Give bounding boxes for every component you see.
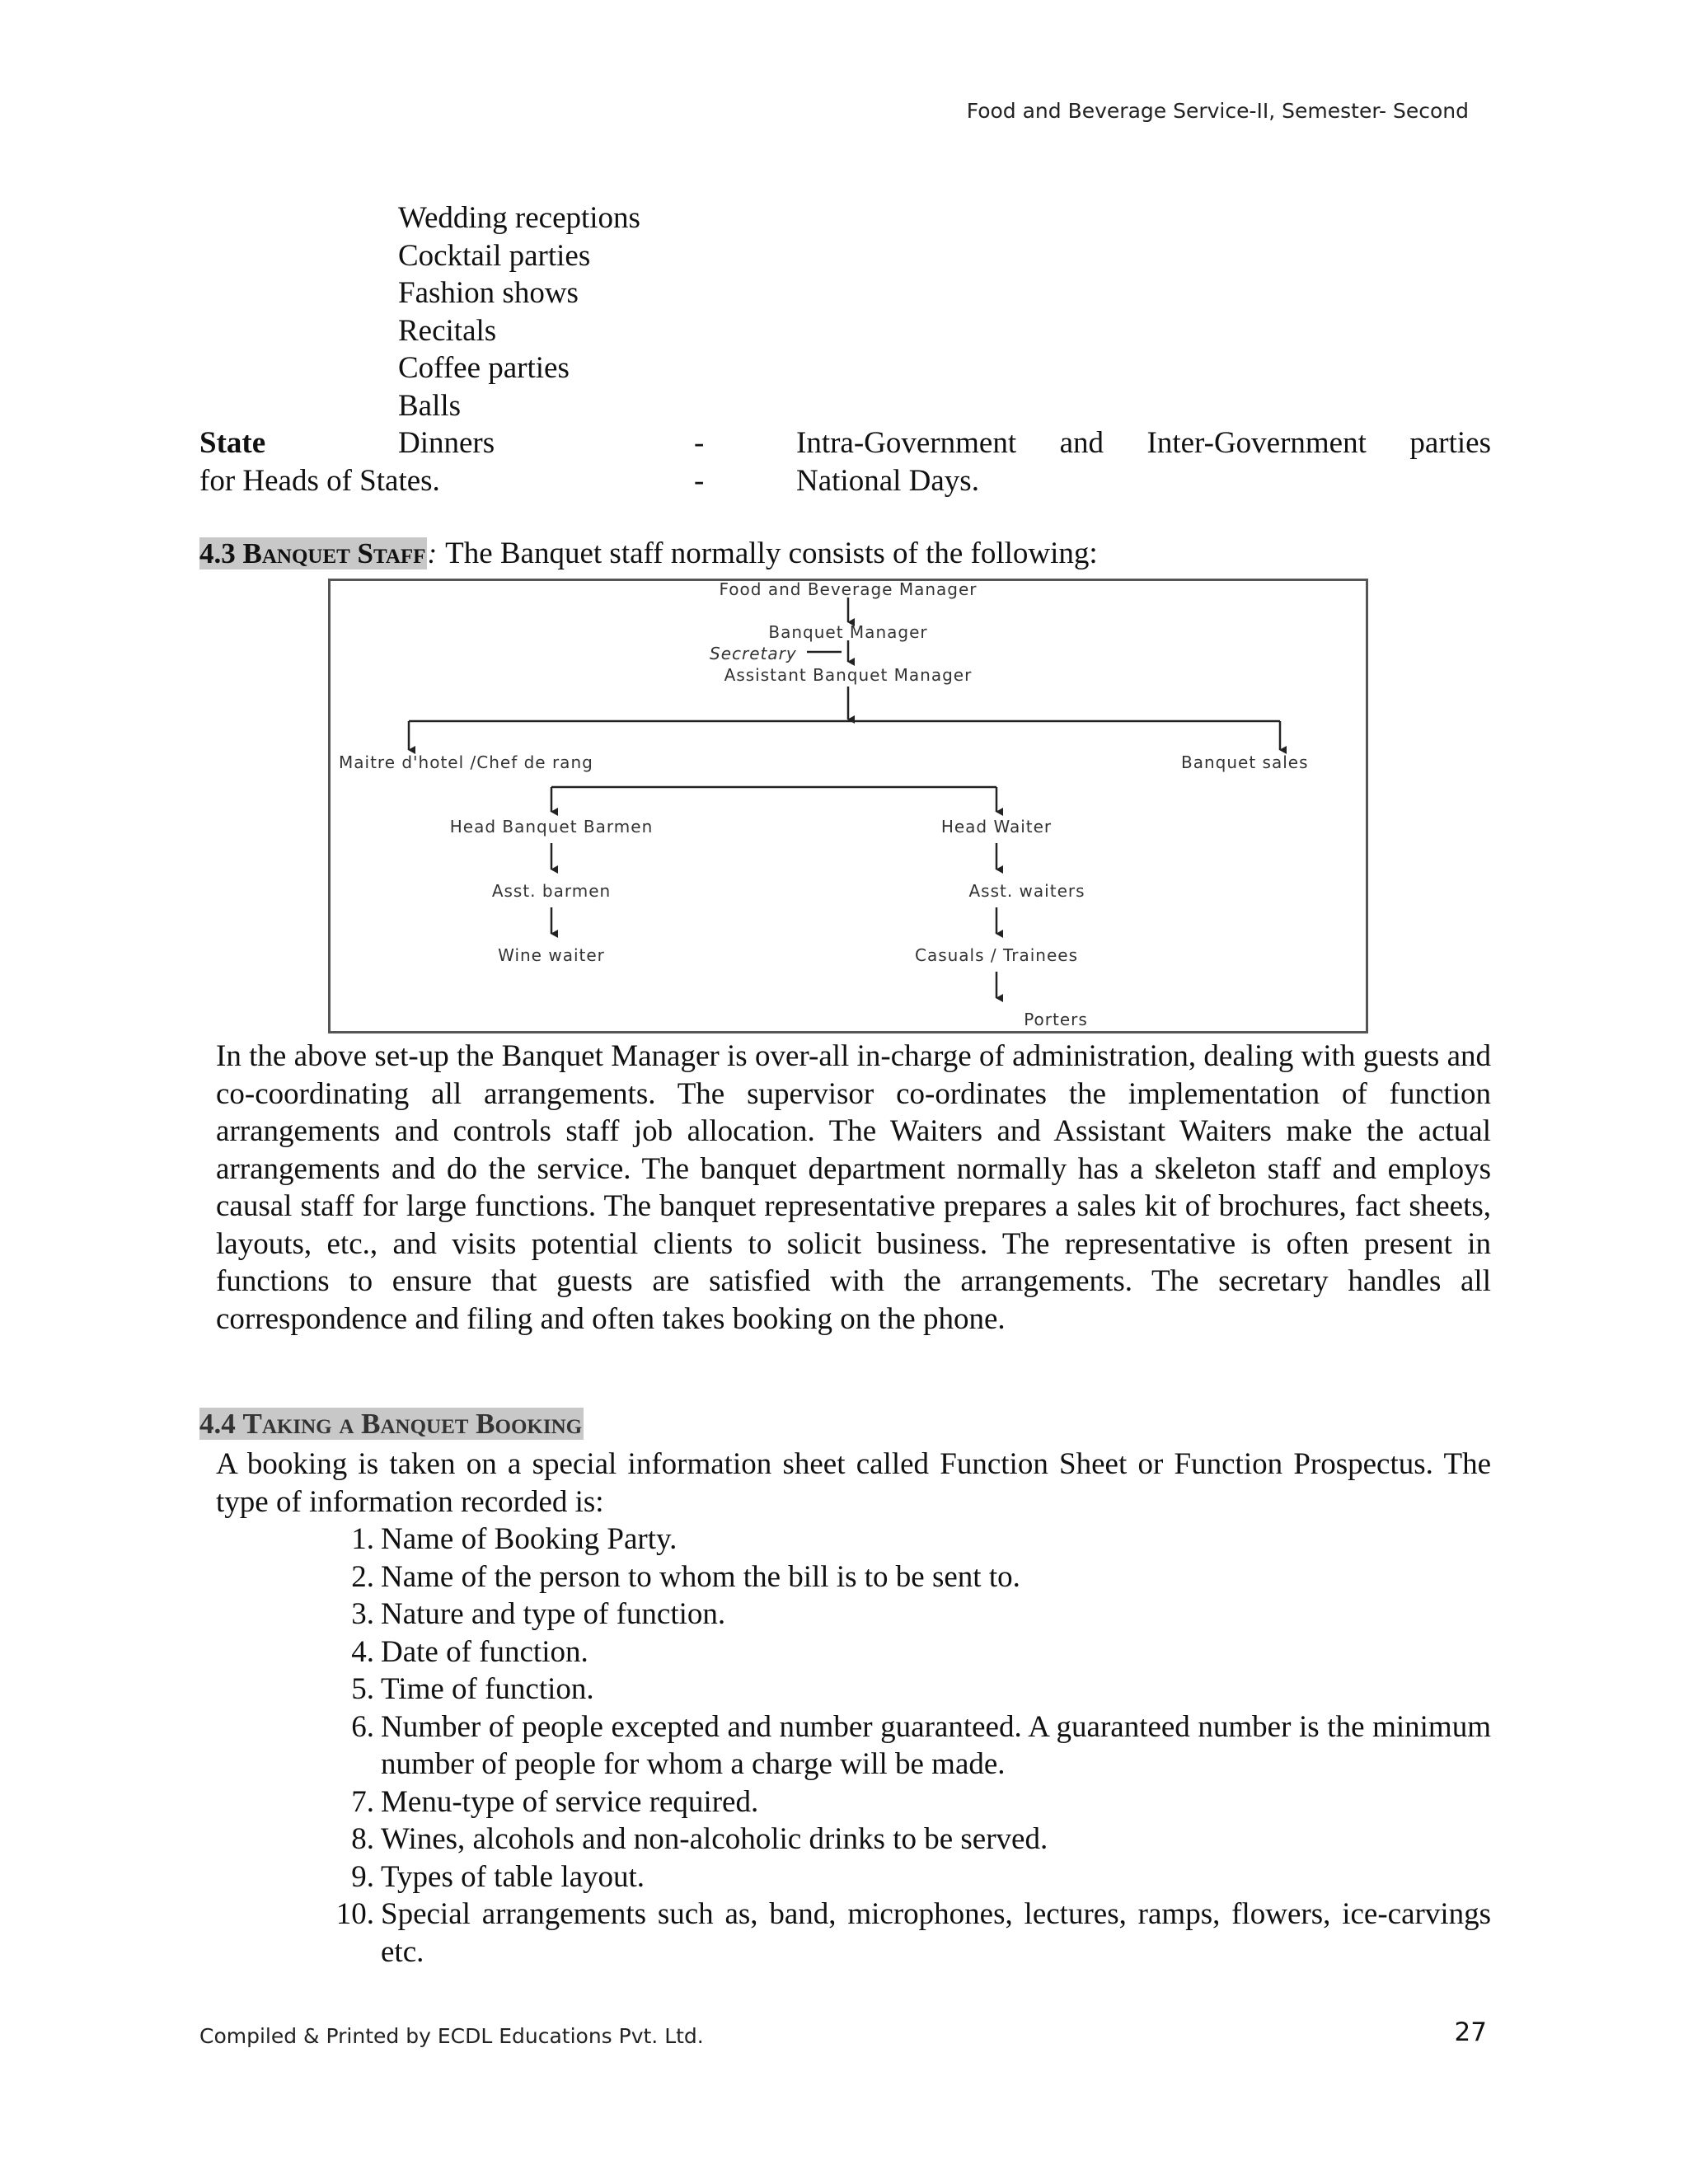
section-number: 4.3 [199,537,236,569]
list-text: Wines, alcohols and non-alcoholic drinks to be served. [381,1822,1048,1856]
list-item [325,1896,1491,1971]
section-title: Banquet Staff [242,537,426,569]
footer-credit: Compiled & Printed by ECDL Educations Pvt. Ltd. [199,2024,704,2048]
node-banquet-manager: Banquet Manager [768,622,928,642]
paragraph-banquet-staff-roles: In the above set-up the Banquet Manager is over-all in-charge of administration, dealing with guests and co-coordinating all arrangements. The supervisor co-ordinates the implementation of function arrangements and controls staff job allocation. The Waiters and Assistant Waiters make the actual arrangements and do the service. The banquet department normally has a skeleton staff and employs causal staff for large functions. The banquet representative prepares a sales kit of brochures, fact sheets, layouts, etc., and visits potential clients to solicit business. The representative is often present in functions to ensure that guests are satisfied with the arrangements. The secretary handles all correspondence and filing and often takes booking on the phone. [216,1039,1491,1336]
state-label-continued: for Heads of States. [199,464,440,498]
state-type: Dinners [398,426,495,460]
list-item [325,1821,1491,1858]
state-description: National Days. [796,464,979,498]
event-item: Wedding receptions [398,201,640,235]
event-list [398,199,640,424]
event-item: Cocktail parties [398,238,591,273]
event-item: Coffee parties [398,351,570,385]
state-description: Intra-Government and Inter-Government parties [796,426,1491,460]
event-item: Recitals [398,313,497,348]
list-item [325,1558,1491,1596]
node-maitre-dhotel: Maitre d'hotel /Chef de rang [339,752,593,772]
node-food-beverage-manager: Food and Beverage Manager [719,579,978,599]
node-head-waiter: Head Waiter [940,817,1053,837]
list-number: 10. [335,1897,374,1931]
list-number: 7. [351,1784,374,1819]
node-assistant-banquet-manager: Assistant Banquet Manager [724,665,973,685]
list-number: 3. [351,1597,374,1631]
list-number: 4. [351,1634,374,1669]
node-asst-barmen: Asst. barmen [491,881,612,901]
list-text: Types of table layout. [381,1859,645,1894]
dash: - [694,426,705,460]
section-colon: : [427,537,438,569]
list-number: 5. [351,1672,374,1706]
node-banquet-sales: Banquet sales [1181,752,1309,772]
banquet-staff-org-chart [328,579,1368,1033]
section-number: 4.4 [199,1408,236,1440]
list-number: 1. [351,1522,374,1556]
list-text: Name of the person to whom the bill is to be sent to. [381,1559,1020,1594]
list-item [325,1671,1491,1708]
list-number: 6. [351,1709,374,1744]
page-number: 27 [1454,2018,1487,2047]
list-text: Nature and type of function. [381,1597,726,1631]
section-title: Taking a Banquet Booking [242,1408,583,1440]
list-text: Special arrangements such as, band, microphones, lectures, ramps, flowers, ice-carvings etc. [381,1897,1491,1969]
node-head-banquet-barmen: Head Banquet Barmen [449,817,654,837]
node-secretary: Secretary [710,644,797,663]
list-item [325,1708,1491,1783]
node-porters: Porters [1024,1010,1088,1029]
section-intro: The Banquet staff normally consists of the following: [445,537,1098,570]
list-text: Number of people excepted and number guaranteed. A guaranteed number is the minimum number of people for whom a charge will be made. [381,1709,1491,1781]
state-row-1 [199,424,1491,462]
node-casuals-trainees: Casuals / Trainees [914,945,1079,965]
list-text: Name of Booking Party. [381,1522,678,1556]
list-text: Date of function. [381,1634,588,1669]
section-heading-4-3 [199,536,1098,572]
org-chart-connectors [331,581,1366,1031]
event-item: Fashion shows [398,276,579,310]
section-heading-highlight [199,537,427,569]
state-row-2 [199,462,1491,500]
dash: - [694,464,705,498]
list-number: 2. [351,1559,374,1594]
list-item [325,1521,1491,1558]
list-item [325,1633,1491,1671]
state-label: State [199,426,266,460]
list-number: 9. [351,1859,374,1894]
section-heading-highlight [199,1408,584,1440]
paragraph-booking-intro: A booking is taken on a special information sheet called Function Sheet or Function Prospectus. The type of information recorded is: [216,1447,1491,1519]
list-item [325,1858,1491,1896]
list-text: Menu-type of service required. [381,1784,759,1819]
list-item [325,1783,1491,1821]
booking-information-list [325,1521,1491,1971]
node-asst-waiters: Asst. waiters [968,881,1085,901]
running-header: Food and Beverage Service-II, Semester- Second [966,99,1469,123]
event-item: Balls [398,388,462,423]
list-text: Time of function. [381,1672,594,1706]
section-heading-4-4 [199,1406,584,1442]
list-item [325,1596,1491,1633]
list-number: 8. [351,1822,374,1856]
node-wine-waiter: Wine waiter [498,945,605,965]
